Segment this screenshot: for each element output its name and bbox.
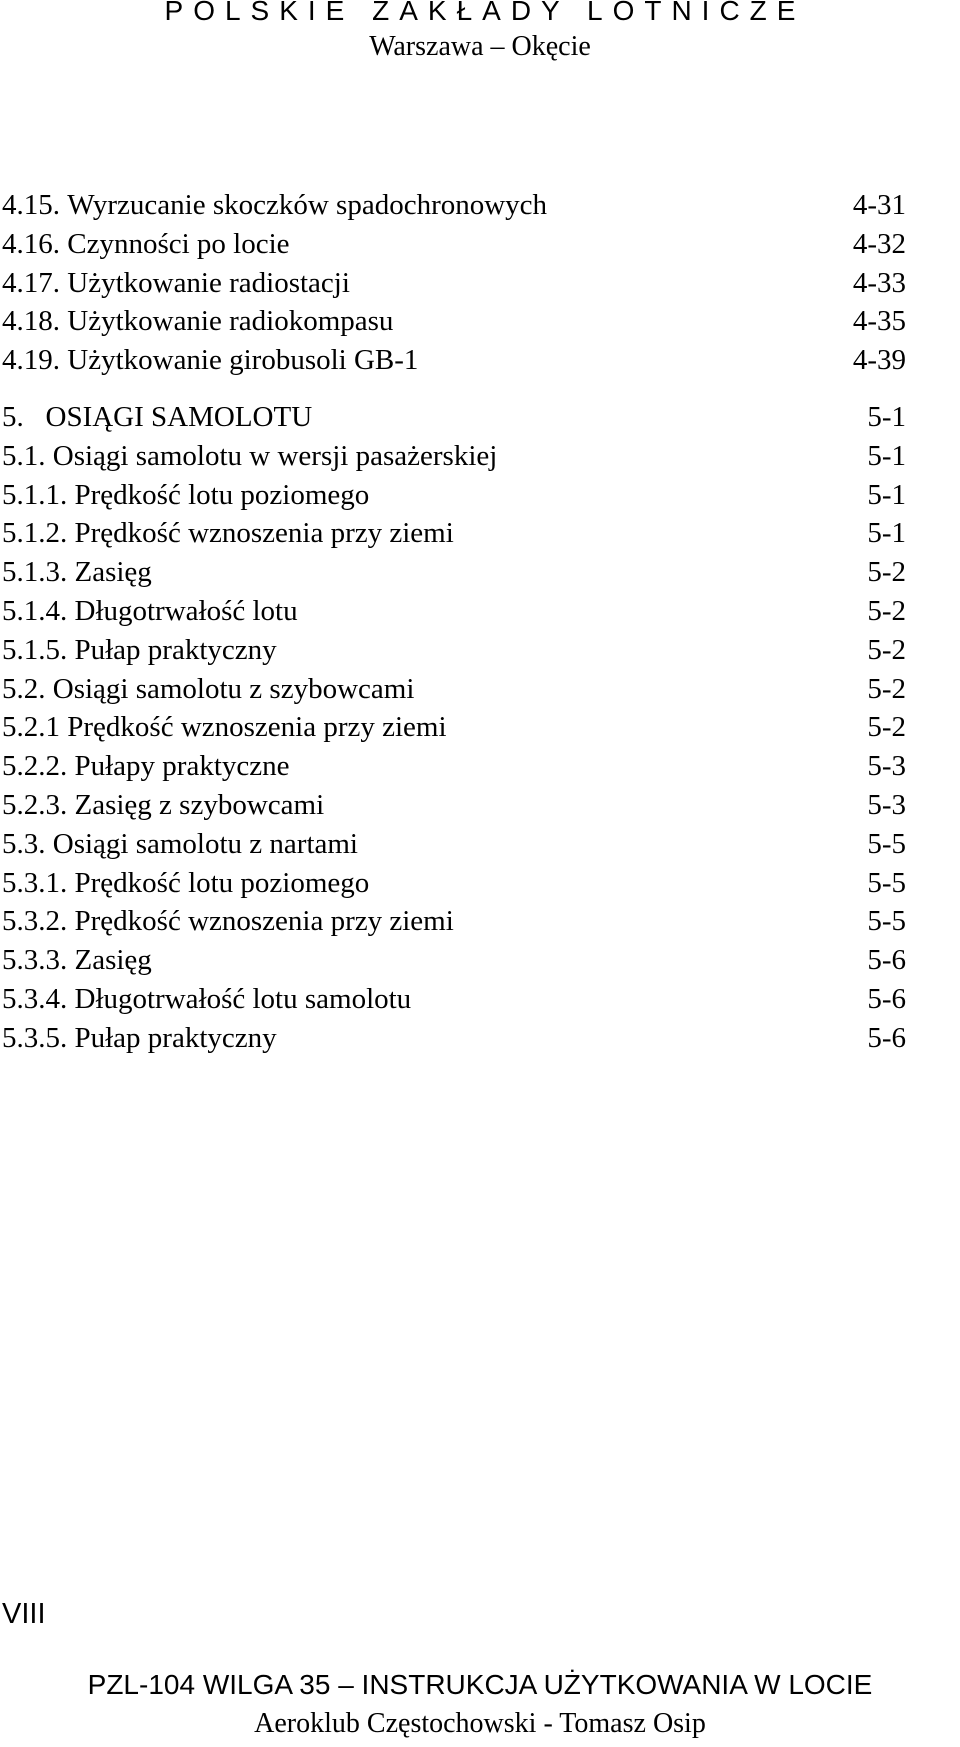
page-header — [0, 0, 960, 64]
toc-entry — [2, 1019, 906, 1058]
toc-entry-number: 5.3.2. — [2, 905, 68, 938]
toc-entry-number: 5.2. — [2, 672, 46, 705]
toc-entry-number: 5.2.1 — [2, 711, 60, 744]
toc-entry-title — [2, 225, 853, 264]
toc-entry-title — [2, 592, 867, 631]
toc-entry-page: 4-39 — [852, 344, 906, 377]
toc-entry — [2, 708, 906, 747]
toc-entry-number: 5.3.4. — [2, 982, 68, 1015]
company-location: Warszawa – Okęcie — [369, 31, 591, 62]
toc-entry-title — [2, 341, 853, 380]
toc-entry — [2, 825, 906, 864]
toc-entry-text: Pułap praktyczny — [74, 633, 277, 666]
toc-entry-page: 4-33 — [852, 266, 906, 299]
toc-entry-page: 4-35 — [852, 305, 906, 338]
toc-entry-text: Osiągi samolotu w wersji pasażerskiej — [52, 439, 498, 472]
toc-entry — [2, 398, 906, 437]
toc-entry-text: Długotrwałość lotu — [74, 594, 298, 627]
toc-entry-title — [2, 941, 867, 980]
toc-entry — [2, 225, 906, 264]
toc-entry-page: 5-2 — [867, 672, 906, 705]
toc-entry-text: Użytkowanie girobusoli GB-1 — [67, 344, 419, 377]
toc-entry-title — [2, 825, 867, 864]
toc-entry-text: OSIĄGI SAMOLOTU — [45, 400, 313, 433]
toc-entry-title — [2, 302, 853, 341]
toc-entry-number: 5. — [2, 400, 24, 433]
toc-entry — [2, 747, 906, 786]
toc-entry-number: 5.1.5. — [2, 633, 68, 666]
toc-entry-page: 5-2 — [867, 633, 906, 666]
toc-entry-page: 5-5 — [867, 827, 906, 860]
toc-entry-text: Zasięg z szybowcami — [74, 788, 325, 821]
toc-entry — [2, 631, 906, 670]
toc-entry-page: 5-2 — [867, 594, 906, 627]
toc-entry-page: 5-6 — [867, 982, 906, 1015]
toc-entry-page: 5-1 — [867, 517, 906, 550]
toc-entry-page: 5-6 — [867, 944, 906, 977]
toc-entry — [2, 592, 906, 631]
toc-entry-page: 5-2 — [867, 556, 906, 589]
toc-entry-title — [2, 747, 867, 786]
toc-entry-text: Osiągi samolotu z szybowcami — [52, 672, 415, 705]
toc-entry-title — [2, 553, 867, 592]
toc-entry-number: 4.19. — [2, 344, 60, 377]
toc-entry-text: Użytkowanie radiokompasu — [67, 305, 394, 338]
toc-entry-page: 5-3 — [867, 788, 906, 821]
toc-entry-number: 5.3. — [2, 827, 46, 860]
toc-entry-text: Długotrwałość lotu samolotu — [74, 982, 412, 1015]
toc-entry-title — [2, 980, 867, 1019]
toc-entry-page: 5-1 — [867, 478, 906, 511]
toc-entry-page: 4-31 — [852, 189, 906, 221]
toc-entry-text: Wyrzucanie skoczków spadochronowych — [67, 189, 548, 221]
toc-entry-number: 5.3.5. — [2, 1021, 68, 1054]
toc-entry — [2, 670, 906, 709]
toc-entry-page: 5-1 — [867, 400, 906, 433]
toc-entry — [2, 476, 906, 515]
toc-entry-title — [2, 264, 853, 303]
toc-entry — [2, 341, 906, 380]
toc-entry-text: Prędkość wznoszenia przy ziemi — [74, 517, 454, 550]
toc-entry-text: Użytkowanie radiostacji — [67, 266, 350, 299]
toc-entry — [2, 302, 906, 341]
toc-entry-text: Pułapy praktyczne — [74, 750, 290, 783]
toc-entry-title — [2, 514, 867, 553]
toc-entry-number: 4.17. — [2, 266, 60, 299]
page-footer — [0, 1668, 960, 1742]
toc-entry — [2, 514, 906, 553]
toc-entry — [2, 941, 906, 980]
toc-entry-number: 5.1.2. — [2, 517, 68, 550]
toc-entry-title — [2, 631, 867, 670]
table-of-contents — [2, 186, 906, 1058]
toc-entry-title — [2, 476, 867, 515]
toc-entry-number: 4.18. — [2, 305, 60, 338]
toc-entry-title — [2, 786, 867, 825]
toc-entry-text: Zasięg — [74, 556, 152, 589]
toc-entry-page: 5-2 — [867, 711, 906, 744]
toc-entry-number: 5.1.1. — [2, 478, 68, 511]
toc-entry-number: 4.16. — [2, 227, 60, 260]
toc-entry-number: 5.2.3. — [2, 788, 68, 821]
document-credit: Aeroklub Częstochowski - Tomasz Osip — [254, 1708, 706, 1739]
toc-entry-title — [2, 186, 853, 225]
toc-entry-text: Prędkość lotu poziomego — [74, 478, 370, 511]
toc-entry-text: Czynności po locie — [67, 227, 290, 260]
toc-entry-title — [2, 708, 867, 747]
toc-entry-text: Zasięg — [74, 944, 152, 977]
toc-entry-number: 5.1.4. — [2, 594, 68, 627]
toc-entry — [2, 902, 906, 941]
toc-entry — [2, 186, 906, 225]
toc-entry-page: 5-5 — [867, 905, 906, 938]
toc-entry-number: 4.15. — [2, 189, 60, 221]
toc-entry-text: Prędkość wznoszenia przy ziemi — [67, 711, 447, 744]
toc-entry-number: 5.1. — [2, 439, 46, 472]
document-title: PZL-104 WILGA 35 – INSTRUKCJA UŻYTKOWANIA W LOCIE — [87, 1669, 873, 1700]
toc-entry — [2, 786, 906, 825]
toc-entry-number: 5.1.3. — [2, 556, 68, 589]
toc-entry-text: Pułap praktyczny — [74, 1021, 277, 1054]
toc-entry-number: 5.2.2. — [2, 750, 68, 783]
toc-entry-text: Prędkość lotu poziomego — [74, 866, 370, 899]
toc-entry-title — [2, 437, 867, 476]
toc-entry-page: 5-3 — [867, 750, 906, 783]
toc-entry-title — [2, 670, 867, 709]
company-name: POLSKIE ZAKŁADY LOTNICZE — [164, 0, 806, 26]
toc-entry — [2, 553, 906, 592]
toc-entry-number: 5.3.3. — [2, 944, 68, 977]
toc-entry-title — [2, 902, 867, 941]
toc-entry — [2, 264, 906, 303]
toc-entry — [2, 437, 906, 476]
toc-entry-title — [2, 864, 867, 903]
toc-entry — [2, 864, 906, 903]
toc-entry-text: Prędkość wznoszenia przy ziemi — [74, 905, 454, 938]
toc-entry — [2, 980, 906, 1019]
toc-entry-page: 5-5 — [867, 866, 906, 899]
toc-entry-page: 5-6 — [867, 1021, 906, 1054]
toc-entry-text: Osiągi samolotu z nartami — [52, 827, 358, 860]
toc-entry-page: 4-32 — [852, 227, 906, 260]
toc-entry-title — [2, 398, 867, 437]
toc-entry-title — [2, 1019, 867, 1058]
page-number: VIII — [2, 1598, 46, 1630]
toc-entry-number: 5.3.1. — [2, 866, 68, 899]
toc-entry-page: 5-1 — [867, 439, 906, 472]
